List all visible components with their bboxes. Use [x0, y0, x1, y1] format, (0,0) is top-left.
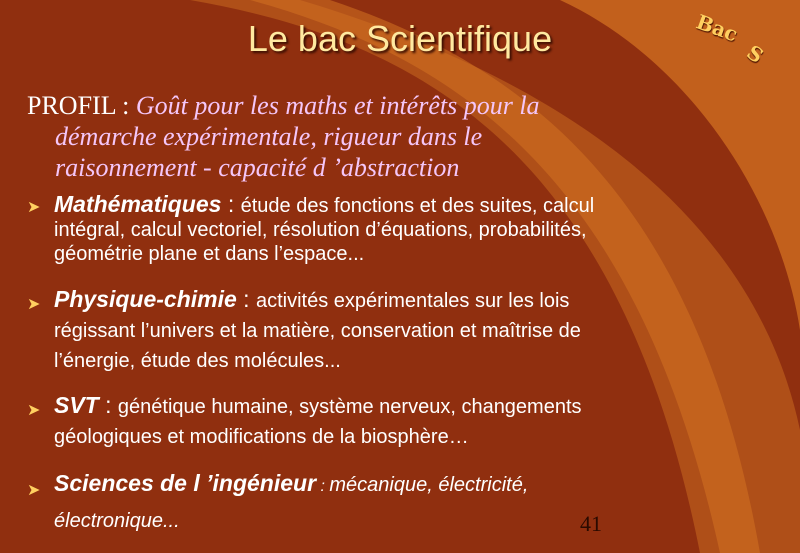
bullet-arrow-icon: ➤: [27, 402, 41, 419]
subject-separator: :: [316, 478, 330, 495]
subject-text-2: régissant l’univers et la matière, conservation et maîtrise de: [54, 320, 581, 342]
logo-word-s: S: [742, 40, 769, 68]
profil-text-3: raisonnement - capacité d ’abstraction: [55, 153, 460, 182]
list-item-sciences-ingenieur: [25, 466, 765, 538]
subject-heading: Sciences de l ’ingénieur: [54, 470, 317, 496]
subject-list: [25, 192, 765, 538]
subject-separator: :: [98, 392, 118, 418]
profil-label: PROFIL :: [27, 91, 130, 120]
subject-heading: SVT: [54, 392, 99, 418]
profil-block: [27, 90, 707, 183]
bullet-arrow-icon: ➤: [27, 482, 41, 499]
subject-text-3: l’énergie, étude des molécules...: [54, 350, 341, 372]
bac-s-logo: [690, 9, 780, 72]
subject-text-2: électronique...: [54, 510, 180, 532]
subject-separator: :: [221, 191, 241, 217]
bullet-arrow-icon: ➤: [27, 296, 41, 313]
subject-text-1: activités expérimentales sur les lois: [255, 290, 570, 312]
subject-separator: :: [236, 286, 256, 312]
subject-text-1: génétique humaine, système nerveux, changements: [117, 396, 582, 418]
profil-text-1: Goût pour les maths et intérêts pour la: [135, 91, 540, 120]
page-number: 41: [580, 511, 602, 536]
logo-word-bac: Bac: [693, 9, 741, 47]
subject-text-2: géologiques et modifications de la biosphère…: [54, 426, 469, 448]
subject-text-2: intégral, calcul vectoriel, résolution d’équations, probabilités,: [54, 219, 587, 241]
subject-heading: Physique-chimie: [54, 286, 237, 312]
subject-text-3: géométrie plane et dans l’espace...: [54, 243, 365, 265]
list-item-physique-chimie: [25, 284, 765, 376]
subject-heading: Mathématiques: [54, 191, 222, 217]
profil-line: [27, 90, 707, 121]
subject-text-1: mécanique, électricité,: [329, 474, 529, 496]
profil-text-2: démarche expérimentale, rigueur dans le: [55, 122, 483, 151]
bullet-arrow-icon: ➤: [27, 199, 41, 216]
subject-text-1: étude des fonctions et des suites, calcul: [240, 195, 595, 217]
slide-title: Le bac Scientifique: [247, 18, 553, 59]
list-item-mathematiques: [25, 192, 765, 266]
list-item-svt: [25, 390, 765, 452]
